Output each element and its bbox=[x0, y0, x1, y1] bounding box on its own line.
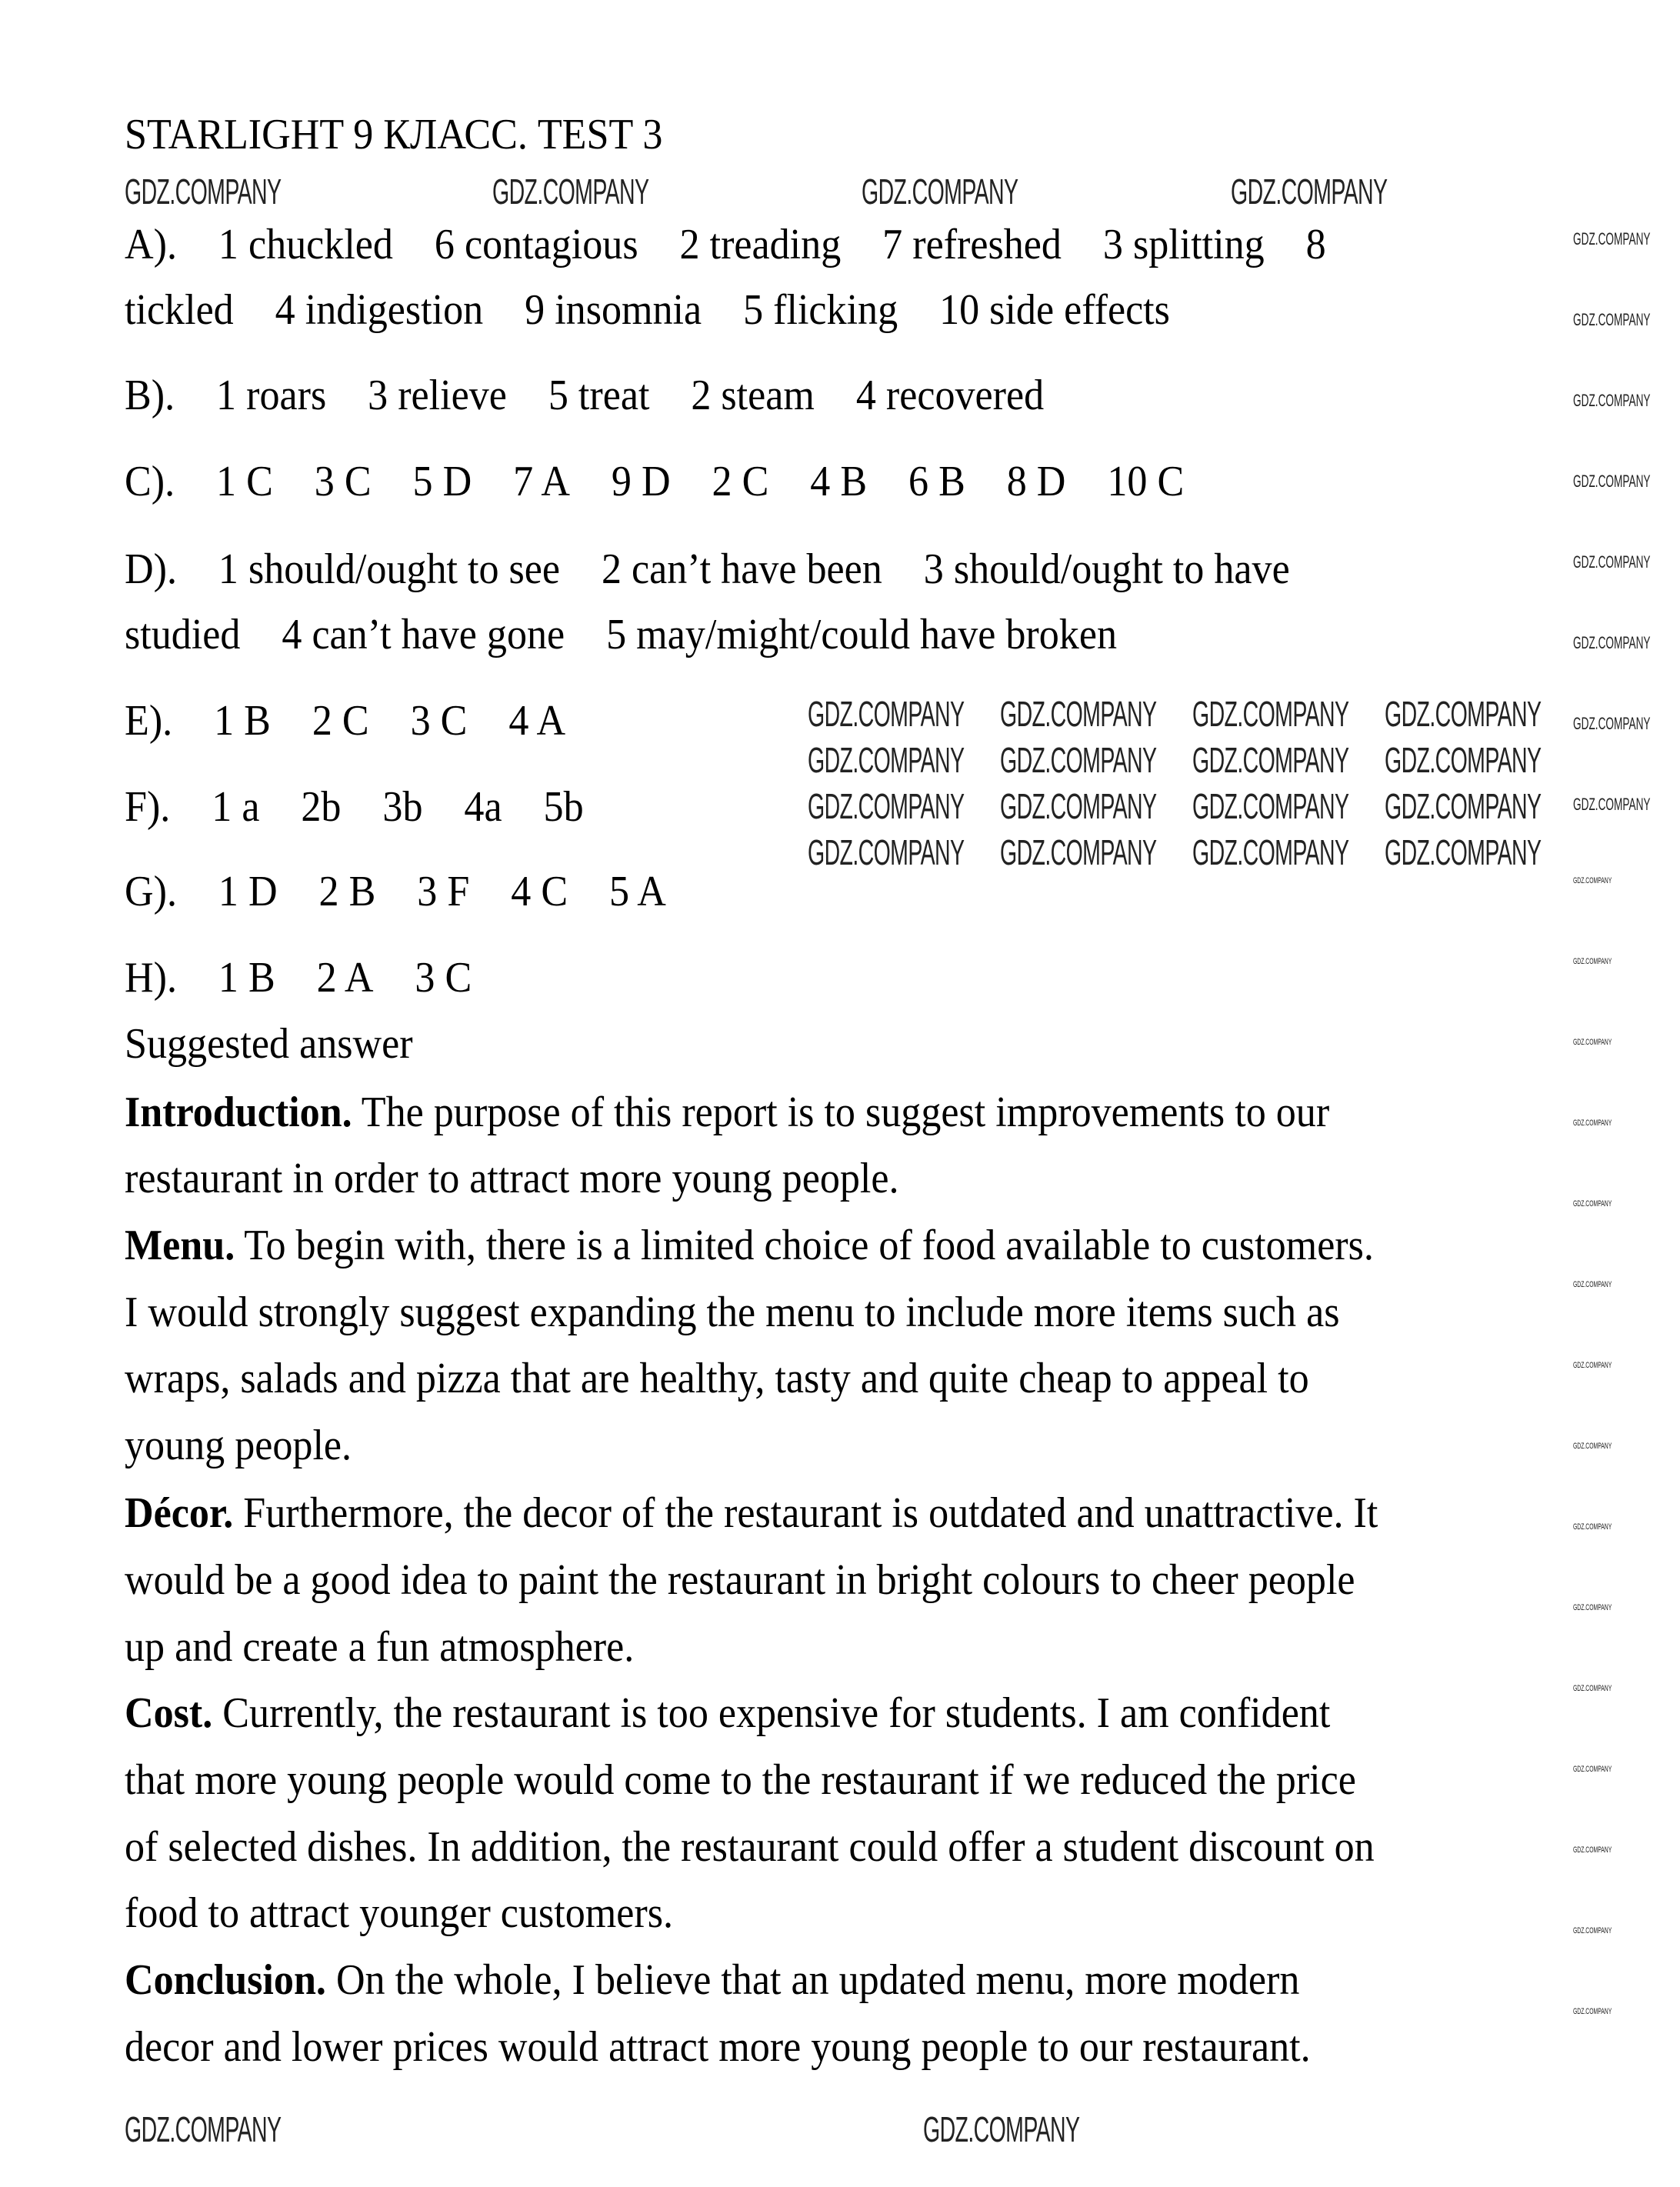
answer-item: 10 C bbox=[1107, 458, 1185, 506]
essay-line bbox=[125, 1616, 634, 1678]
watermark: GDZ.COMPANY bbox=[1573, 2007, 1612, 2016]
watermark: GDZ.COMPANY bbox=[1573, 552, 1651, 572]
answer-item: 4 indigestion bbox=[275, 285, 484, 334]
essay-heading bbox=[125, 1013, 413, 1075]
answers-d-line bbox=[125, 604, 1117, 665]
paragraph-text: decor and lower prices would attract more young people to our restaurant. bbox=[125, 2022, 1311, 2071]
essay-line bbox=[125, 1348, 1309, 1409]
essay-line bbox=[125, 1282, 1339, 1343]
watermark: GDZ.COMPANY bbox=[1000, 786, 1157, 826]
watermark: GDZ.COMPANY bbox=[1573, 1926, 1612, 1935]
answer-item: 3 should/ought to have bbox=[923, 545, 1290, 594]
watermark: GDZ.COMPANY bbox=[125, 2109, 282, 2149]
paragraph-text: On the whole, I believe that an updated menu, more modern bbox=[325, 1955, 1300, 2004]
essay-line bbox=[125, 1082, 1329, 1143]
watermark: GDZ.COMPANY bbox=[1000, 694, 1157, 734]
watermark: GDZ.COMPANY bbox=[1385, 694, 1542, 734]
essay-line bbox=[125, 1415, 352, 1476]
watermark: GDZ.COMPANY bbox=[1573, 310, 1651, 329]
watermark: GDZ.COMPANY bbox=[1573, 876, 1612, 885]
watermark: GDZ.COMPANY bbox=[1573, 229, 1651, 248]
watermark: GDZ.COMPANY bbox=[1573, 795, 1651, 814]
answer-item: 4 recovered bbox=[855, 372, 1045, 420]
section-label: H). bbox=[125, 953, 177, 1002]
paragraph-text: of selected dishes. In addition, the restaurant could offer a student discount on bbox=[125, 1822, 1375, 1871]
essay-line bbox=[125, 2016, 1311, 2078]
answer-item: 2b bbox=[301, 782, 342, 831]
answer-item: 6 contagious bbox=[434, 220, 638, 268]
essay-line bbox=[125, 1482, 1378, 1544]
watermark: GDZ.COMPANY bbox=[1573, 1765, 1612, 1774]
answer-item: 4 A bbox=[508, 696, 566, 745]
answers-g bbox=[125, 861, 666, 922]
answer-item: 2 A bbox=[316, 953, 374, 1002]
watermark: GDZ.COMPANY bbox=[125, 172, 282, 212]
answer-item: 1 B bbox=[214, 696, 271, 745]
essay-line bbox=[125, 1682, 1330, 1744]
answer-item: 3 splitting bbox=[1102, 220, 1265, 268]
watermark: GDZ.COMPANY bbox=[1573, 1280, 1612, 1289]
watermark: GDZ.COMPANY bbox=[1192, 740, 1349, 780]
answer-item: 7 A bbox=[513, 458, 570, 506]
watermark: GDZ.COMPANY bbox=[862, 172, 1018, 212]
answer-item: 2 C bbox=[712, 458, 769, 506]
answer-item: 1 should/ought to see bbox=[218, 545, 561, 594]
essay-line bbox=[125, 1215, 1374, 1276]
answer-item: 1 B bbox=[218, 953, 275, 1002]
watermark: GDZ.COMPANY bbox=[1573, 1119, 1612, 1128]
answer-item: 6 B bbox=[908, 458, 965, 506]
paragraph-text: I would strongly suggest expanding the menu to include more items such as bbox=[125, 1288, 1340, 1336]
answer-item: 9 insomnia bbox=[525, 285, 702, 334]
answer-item: 10 side effects bbox=[939, 285, 1170, 334]
watermark: GDZ.COMPANY bbox=[1385, 832, 1542, 872]
essay-line bbox=[125, 1882, 673, 1944]
watermark: GDZ.COMPANY bbox=[1573, 1038, 1612, 1047]
answer-item: 5 flicking bbox=[743, 285, 898, 334]
answer-item: 2 treading bbox=[679, 220, 842, 268]
answer-item: 3 relieve bbox=[368, 372, 507, 420]
answer-item: 7 refreshed bbox=[882, 220, 1062, 268]
answer-item: 4 can’t have gone bbox=[282, 610, 565, 658]
answer-item: 1 a bbox=[212, 782, 260, 831]
answers-h bbox=[125, 947, 472, 1008]
watermark: GDZ.COMPANY bbox=[1573, 1603, 1612, 1612]
watermark: GDZ.COMPANY bbox=[923, 2109, 1080, 2149]
paragraph-text: food to attract younger customers. bbox=[125, 1889, 674, 1938]
watermark: GDZ.COMPANY bbox=[1573, 1442, 1612, 1451]
answer-item: 8 D bbox=[1006, 458, 1066, 506]
watermark: GDZ.COMPANY bbox=[1192, 786, 1349, 826]
paragraph-text: The purpose of this report is to suggest improvements to our bbox=[352, 1088, 1330, 1136]
answer-item: 5 A bbox=[609, 867, 666, 915]
watermark: GDZ.COMPANY bbox=[1573, 1522, 1612, 1532]
paragraph-text: Currently, the restaurant is too expensive for students. I am confident bbox=[212, 1689, 1331, 1738]
answer-item: 1 roars bbox=[216, 372, 327, 420]
paragraph-text: up and create a fun atmosphere. bbox=[125, 1622, 635, 1671]
paragraph-text: would be a good idea to paint the restaurant in bright colours to cheer people bbox=[125, 1556, 1355, 1605]
answers-e bbox=[125, 690, 565, 752]
answer-item: 1 D bbox=[218, 867, 278, 915]
answer-item: 1 C bbox=[216, 458, 273, 506]
watermark: GDZ.COMPANY bbox=[808, 832, 965, 872]
answer-item: 5 may/might/could have broken bbox=[606, 610, 1117, 658]
watermark: GDZ.COMPANY bbox=[1573, 1684, 1612, 1693]
watermark: GDZ.COMPANY bbox=[808, 740, 965, 780]
paragraph-heading: Introduction. bbox=[125, 1088, 352, 1136]
answer-item: 2 steam bbox=[691, 372, 815, 420]
answers-b bbox=[125, 365, 1044, 426]
page-title bbox=[125, 104, 662, 165]
watermark: GDZ.COMPANY bbox=[1000, 832, 1157, 872]
answers-f bbox=[125, 776, 584, 838]
answer-item: 4a bbox=[464, 782, 502, 831]
watermark: GDZ.COMPANY bbox=[1573, 633, 1651, 652]
section-label: B). bbox=[125, 372, 175, 420]
paragraph-text: Furthermore, the decor of the restaurant is outdated and unattractive. It bbox=[233, 1489, 1378, 1538]
answer-item: 2 B bbox=[318, 867, 376, 915]
answer-item: 2 can’t have been bbox=[601, 545, 882, 594]
watermark: GDZ.COMPANY bbox=[492, 172, 649, 212]
essay-line bbox=[125, 1949, 1299, 2011]
watermark: GDZ.COMPANY bbox=[1573, 1361, 1612, 1370]
paragraph-text: young people. bbox=[125, 1422, 352, 1469]
section-label: D). bbox=[125, 545, 177, 594]
answer-item: 9 D bbox=[611, 458, 671, 506]
watermark: GDZ.COMPANY bbox=[1385, 740, 1542, 780]
watermark: GDZ.COMPANY bbox=[808, 786, 965, 826]
section-label: E). bbox=[125, 696, 173, 745]
title-text: STARLIGHT 9 КЛАСС. TEST 3 bbox=[125, 111, 663, 159]
answer-item: 5b bbox=[543, 782, 584, 831]
watermark: GDZ.COMPANY bbox=[1573, 1199, 1612, 1209]
watermark: GDZ.COMPANY bbox=[1231, 172, 1388, 212]
answers-a-line bbox=[125, 279, 1170, 341]
section-label: G). bbox=[125, 867, 177, 915]
answer-item: 5 D bbox=[412, 458, 472, 506]
answers-d-line bbox=[125, 538, 1290, 600]
section-label: F). bbox=[125, 782, 171, 831]
watermark: GDZ.COMPANY bbox=[1192, 832, 1349, 872]
answer-item: 4 C bbox=[511, 867, 568, 915]
essay-line bbox=[125, 1749, 1356, 1811]
watermark: GDZ.COMPANY bbox=[1573, 391, 1651, 410]
paragraph-text: that more young people would come to the restaurant if we reduced the price bbox=[125, 1756, 1356, 1804]
essay-line bbox=[125, 1549, 1355, 1611]
paragraph-heading: Conclusion. bbox=[125, 1955, 326, 2004]
answers-c bbox=[125, 451, 1184, 512]
answer-item: 8 bbox=[1305, 220, 1326, 268]
answer-item: 3 C bbox=[415, 953, 472, 1002]
section-label: A). bbox=[125, 220, 177, 268]
watermark: GDZ.COMPANY bbox=[1385, 786, 1542, 826]
paragraph-heading: Décor. bbox=[125, 1489, 234, 1538]
watermark: GDZ.COMPANY bbox=[808, 694, 965, 734]
paragraph-heading: Menu. bbox=[125, 1222, 235, 1270]
section-label: C). bbox=[125, 458, 175, 506]
watermark: GDZ.COMPANY bbox=[1192, 694, 1349, 734]
answer-item: tickled bbox=[125, 285, 234, 334]
paragraph-text: restaurant in order to attract more young people. bbox=[125, 1155, 899, 1203]
paragraph-heading: Cost. bbox=[125, 1689, 213, 1738]
answer-item: 3 F bbox=[417, 867, 470, 915]
watermark: GDZ.COMPANY bbox=[1000, 740, 1157, 780]
answer-item: 3b bbox=[382, 782, 423, 831]
answer-item: 2 C bbox=[312, 696, 369, 745]
answer-item: 5 treat bbox=[548, 372, 650, 420]
answers-a-line bbox=[125, 214, 1326, 275]
answer-item: studied bbox=[125, 610, 241, 658]
watermark: GDZ.COMPANY bbox=[1573, 714, 1651, 733]
watermark: GDZ.COMPANY bbox=[1573, 957, 1612, 966]
essay-heading-text: Suggested answer bbox=[125, 1020, 413, 1068]
essay-line bbox=[125, 1148, 899, 1209]
answer-item: 3 C bbox=[410, 696, 468, 745]
watermark: GDZ.COMPANY bbox=[1573, 472, 1651, 491]
watermark: GDZ.COMPANY bbox=[1573, 1845, 1612, 1855]
paragraph-text: To begin with, there is a limited choice of food available to customers. bbox=[235, 1222, 1374, 1270]
essay-line bbox=[125, 1816, 1375, 1878]
paragraph-text: wraps, salads and pizza that are healthy, tasty and quite cheap to appeal to bbox=[125, 1355, 1309, 1403]
answer-item: 4 B bbox=[810, 458, 868, 506]
answer-item: 1 chuckled bbox=[218, 220, 393, 268]
answer-item: 3 C bbox=[314, 458, 372, 506]
